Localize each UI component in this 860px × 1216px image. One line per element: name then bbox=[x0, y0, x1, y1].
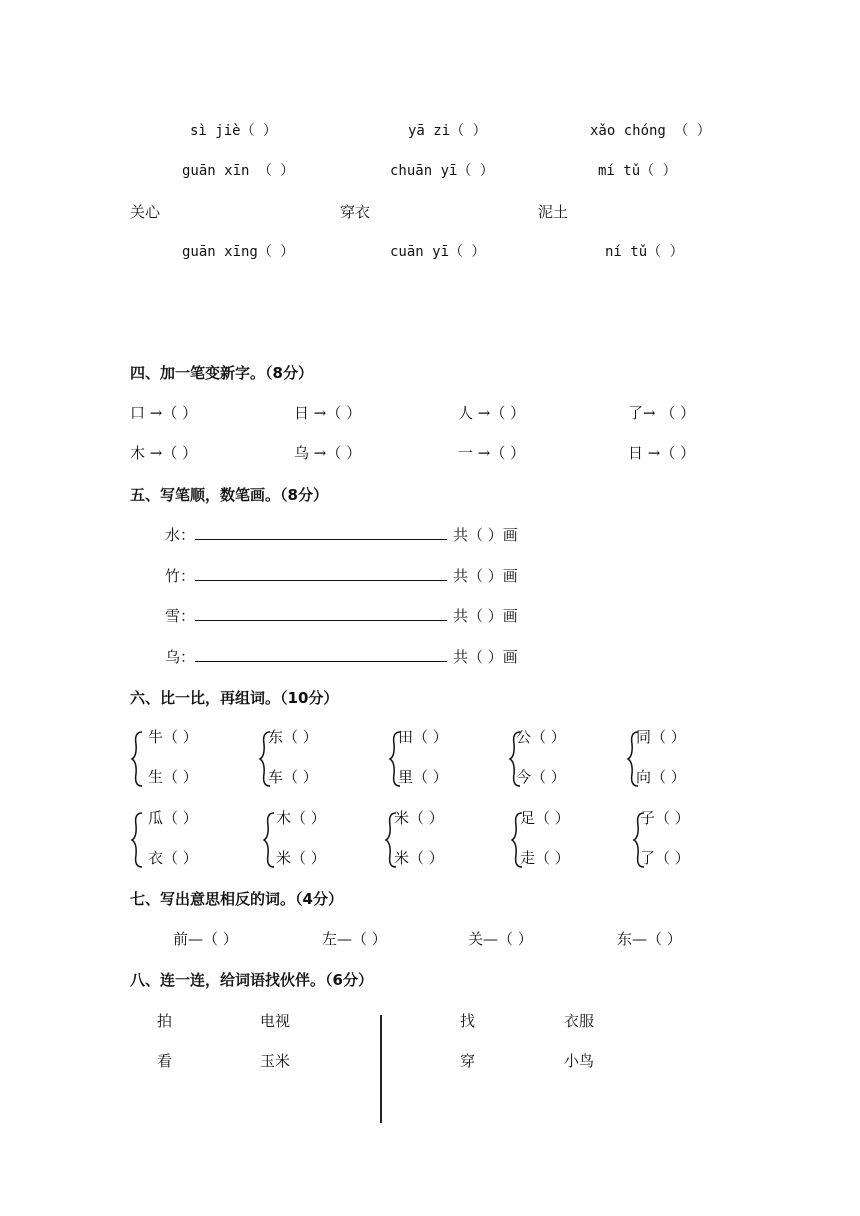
section-heading: 八、连一连，给词语找伙伴。（6分） bbox=[130, 971, 373, 989]
answer-line bbox=[195, 525, 447, 540]
stroke-count: 共（ ）画 bbox=[453, 526, 518, 544]
compare-word: 了（ ） bbox=[640, 849, 690, 867]
stroke-count: 共（ ）画 bbox=[453, 567, 518, 585]
compare-word: 里（ ） bbox=[398, 768, 448, 786]
stroke-row bbox=[165, 525, 518, 545]
compare-word: 木（ ） bbox=[276, 809, 326, 827]
pinyin-item: ní tǔ（ ） bbox=[605, 244, 684, 260]
section-heading: 七、写出意思相反的词。（4分） bbox=[130, 890, 343, 908]
section-heading: 四、加一笔变新字。（8分） bbox=[130, 364, 313, 382]
exercise-item: 木 →（ ） bbox=[130, 444, 198, 462]
compare-word: 瓜（ ） bbox=[148, 809, 198, 827]
brace-icon bbox=[130, 730, 144, 788]
section-heading: 六、比一比，再组词。（10分） bbox=[130, 689, 339, 707]
word-label: 穿衣 bbox=[340, 203, 371, 221]
pinyin-item: chuān yī（ ） bbox=[390, 163, 494, 179]
pinyin-item: guān xīn （ ） bbox=[182, 163, 295, 179]
exercise-item: 口 →（ ） bbox=[130, 404, 198, 422]
word-label: 泥土 bbox=[538, 203, 569, 221]
compare-word: 今（ ） bbox=[516, 768, 566, 786]
compare-word: 田（ ） bbox=[398, 728, 448, 746]
answer-line bbox=[195, 566, 447, 581]
antonym-item: 前—（ ） bbox=[173, 930, 238, 948]
compare-word: 米（ ） bbox=[394, 809, 444, 827]
compare-word: 东（ ） bbox=[268, 728, 318, 746]
match-verb: 穿 bbox=[460, 1052, 476, 1070]
stroke-row bbox=[165, 566, 518, 586]
pinyin-item: sì jiè（ ） bbox=[190, 123, 278, 139]
divider-line bbox=[380, 1015, 382, 1123]
pinyin-item: guān xīng（ ） bbox=[182, 244, 295, 260]
answer-line bbox=[195, 647, 447, 662]
exercise-item: 了→ （ ） bbox=[628, 404, 696, 422]
compare-word: 足（ ） bbox=[520, 809, 570, 827]
match-noun: 电视 bbox=[260, 1012, 291, 1030]
compare-word: 车（ ） bbox=[268, 768, 318, 786]
compare-word: 米（ ） bbox=[394, 849, 444, 867]
antonym-item: 左—（ ） bbox=[322, 930, 387, 948]
stroke-char: 雪： bbox=[165, 607, 196, 625]
word-label: 关心 bbox=[130, 203, 161, 221]
exercise-item: 日 →（ ） bbox=[294, 404, 362, 422]
stroke-char: 乌： bbox=[165, 648, 196, 666]
stroke-char: 竹： bbox=[165, 567, 196, 585]
match-verb: 拍 bbox=[157, 1012, 173, 1030]
brace-icon bbox=[262, 811, 276, 869]
pinyin-item: cuān yī（ ） bbox=[390, 244, 486, 260]
compare-word: 衣（ ） bbox=[148, 849, 198, 867]
compare-word: 生（ ） bbox=[148, 768, 198, 786]
stroke-count: 共（ ）画 bbox=[453, 648, 518, 666]
pinyin-item: yā zi（ ） bbox=[408, 123, 487, 139]
stroke-row bbox=[165, 606, 518, 626]
match-noun: 小鸟 bbox=[564, 1052, 595, 1070]
exercise-item: 一 →（ ） bbox=[458, 444, 526, 462]
pinyin-item: xǎo chóng （ ） bbox=[590, 123, 711, 139]
compare-word: 牛（ ） bbox=[148, 728, 198, 746]
stroke-char: 水： bbox=[165, 526, 196, 544]
compare-word: 米（ ） bbox=[276, 849, 326, 867]
compare-word: 同（ ） bbox=[636, 728, 686, 746]
antonym-item: 东—（ ） bbox=[617, 930, 682, 948]
stroke-row bbox=[165, 647, 518, 667]
match-verb: 找 bbox=[460, 1012, 476, 1030]
match-noun: 玉米 bbox=[260, 1052, 291, 1070]
match-verb: 看 bbox=[157, 1052, 173, 1070]
compare-word: 走（ ） bbox=[520, 849, 570, 867]
compare-word: 公（ ） bbox=[516, 728, 566, 746]
brace-icon bbox=[130, 811, 144, 869]
compare-word: 子（ ） bbox=[640, 809, 690, 827]
exercise-item: 乌 →（ ） bbox=[294, 444, 362, 462]
stroke-count: 共（ ）画 bbox=[453, 607, 518, 625]
exercise-item: 人 →（ ） bbox=[458, 404, 526, 422]
pinyin-item: mí tǔ（ ） bbox=[598, 163, 677, 179]
compare-word: 向（ ） bbox=[636, 768, 686, 786]
section-heading: 五、写笔顺，数笔画。（8分） bbox=[130, 486, 328, 504]
answer-line bbox=[195, 606, 447, 621]
antonym-item: 关—（ ） bbox=[468, 930, 533, 948]
match-noun: 衣服 bbox=[564, 1012, 595, 1030]
exercise-item: 日 →（ ） bbox=[628, 444, 696, 462]
